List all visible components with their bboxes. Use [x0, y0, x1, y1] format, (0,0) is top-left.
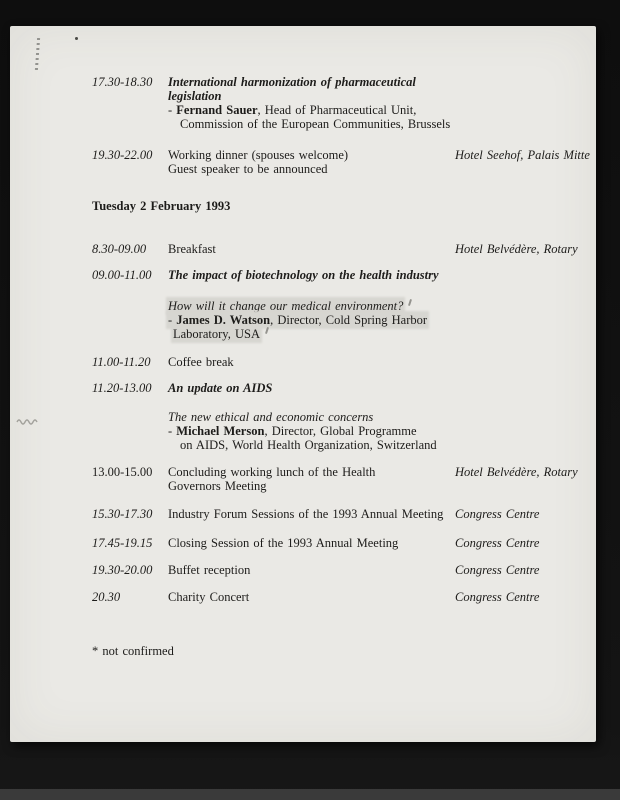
speaker-cont-hl: Laboratory, USA	[173, 327, 260, 341]
entry-location: Hotel Seehof, Palais Mitte	[455, 148, 590, 162]
session-question-text: How will it change our medical environment?	[168, 299, 404, 313]
speaker-name: James D. Watson	[176, 313, 271, 327]
aids-speaker-block	[10, 410, 596, 452]
speaker-line	[168, 424, 596, 438]
session-question	[168, 299, 596, 313]
entry-time: 15.30-17.30	[92, 507, 153, 521]
speaker-name: Michael Merson	[176, 424, 265, 438]
entry-time: 11.00-11.20	[92, 355, 151, 369]
entry-location: Hotel Belvédère, Rotary	[455, 242, 578, 256]
entry-location: Congress Centre	[455, 536, 540, 550]
schedule-entry-aids	[10, 381, 596, 395]
entry-location: Congress Centre	[455, 563, 540, 577]
day-heading: Tuesday 2 February 1993	[92, 199, 231, 213]
schedule-entry-closing	[10, 536, 596, 550]
session-title-cont: legislation	[168, 89, 222, 103]
event-line: Charity Concert	[168, 590, 250, 604]
event-line-cont: Guest speaker to be announced	[168, 162, 328, 176]
speaker-dash: -	[168, 313, 177, 327]
entry-time: 09.00-11.00	[92, 268, 152, 282]
event-line: Buffet reception	[168, 563, 251, 577]
speaker-role: , Director, Global Programme	[264, 424, 417, 438]
speaker-line	[168, 313, 596, 327]
entry-location: Congress Centre	[455, 507, 540, 521]
schedule-entry-buffet	[10, 563, 596, 577]
pen-mark-artifact	[265, 327, 269, 334]
speaker-dash: -	[168, 103, 177, 117]
schedule-entry-lunch	[10, 465, 596, 493]
schedule-entry-biotech	[10, 268, 596, 282]
speaker-role: , Head of Pharmaceutical Unit,	[257, 103, 417, 117]
speaker-line-cont	[168, 327, 596, 341]
speaker-line-hl	[168, 313, 427, 327]
speaker-line-cont: Commission of the European Communities, Brussels	[180, 117, 451, 131]
speaker-role: , Director, Cold Spring Harbor	[270, 313, 428, 327]
schedule-entry-concert	[10, 590, 596, 604]
event-line: Breakfast	[168, 242, 216, 256]
schedule-entry-coffee	[10, 355, 596, 369]
entry-time: 17.30-18.30	[92, 75, 153, 89]
event-line: Closing Session of the 1993 Annual Meeting	[168, 536, 399, 550]
entry-time: 17.45-19.15	[92, 536, 153, 550]
entry-location: Hotel Belvédère, Rotary	[455, 465, 578, 479]
schedule-content	[10, 26, 596, 658]
session-title: An update on AIDS	[168, 381, 273, 395]
footnote: * not confirmed	[92, 644, 174, 658]
event-line: Coffee break	[168, 355, 234, 369]
event-line-cont: Governors Meeting	[168, 479, 267, 493]
schedule-entry-dinner	[10, 148, 596, 176]
session-question: The new ethical and economic concerns	[168, 410, 374, 424]
entry-time: 11.20-13.00	[92, 381, 152, 395]
speaker-dash: -	[168, 424, 177, 438]
speaker-name: Fernand Sauer	[176, 103, 258, 117]
entry-time: 19.30-22.00	[92, 148, 153, 162]
document-page	[10, 26, 596, 742]
scanner-bed-strip	[0, 789, 620, 800]
pen-mark-artifact	[408, 299, 412, 306]
event-line: Working dinner (spouses welcome)	[168, 148, 349, 162]
session-title: The impact of biotechnology on the health industry	[168, 268, 439, 282]
schedule-entry-breakfast	[10, 242, 596, 256]
event-line: Industry Forum Sessions of the 1993 Annual Meeting	[168, 507, 444, 521]
schedule-entry-forum	[10, 507, 596, 521]
biotech-speaker-block	[10, 299, 596, 341]
speaker-line-cont: on AIDS, World Health Organization, Switzerland	[180, 438, 437, 452]
entry-time: 8.30-09.00	[92, 242, 147, 256]
session-title: International harmonization of pharmaceutical	[168, 75, 416, 89]
schedule-entry-pharma	[10, 75, 596, 131]
entry-location: Congress Centre	[455, 590, 540, 604]
entry-time: 13.00-15.00	[92, 465, 153, 479]
event-line: Concluding working lunch of the Health	[168, 465, 376, 479]
entry-time: 20.30	[92, 590, 121, 604]
entry-time: 19.30-20.00	[92, 563, 153, 577]
speaker-line	[168, 103, 596, 117]
